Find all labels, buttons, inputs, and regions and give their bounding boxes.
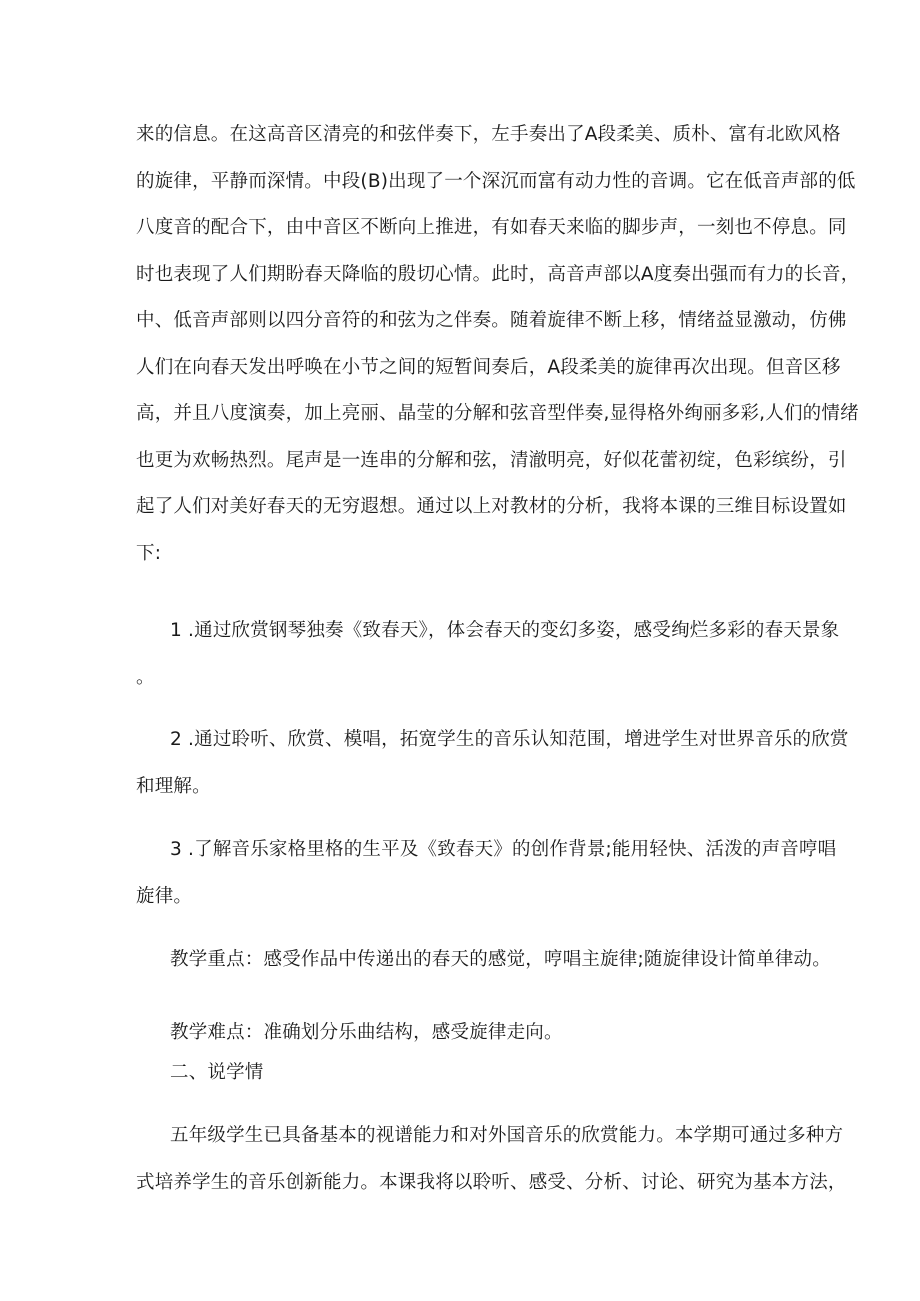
text-line: 二、说学情 bbox=[170, 1062, 264, 1083]
student-situation-paragraph bbox=[136, 1113, 847, 1206]
text-line: 也更为欢畅热烈。尾声是一连串的分解和弦，清澈明亮，好似花蕾初绽，色彩缤纷，引 bbox=[136, 449, 847, 471]
text-line: 2 .通过聆听、欣赏、模唱，拓宽学生的音乐认知范围，增进学生对世界音乐的欣赏 bbox=[170, 729, 849, 750]
text-line: 起了人们对美好春天的无穷遐想。通过以上对教材的分析，我将本课的三维目标设置如 bbox=[136, 496, 847, 517]
text-line: 式培养学生的音乐创新能力。本课我将以聆听、感受、分析、讨论、研究为基本方法， bbox=[136, 1171, 847, 1193]
text-line: 中、低音声部则以四分音符的和弦为之伴奏。随着旋律不断上移，情绪益显激动，仿佛 bbox=[136, 310, 847, 331]
goal-item-3 bbox=[136, 827, 837, 920]
text-line: 旋律。 bbox=[136, 885, 193, 907]
text-line: 下: bbox=[136, 542, 162, 564]
section-heading bbox=[136, 1050, 786, 1097]
text-line: 人们在向春天发出呼唤在小节之间的短暂间奏后，A段柔美的旋律再次出现。但音区移 bbox=[136, 356, 841, 378]
text-line: 五年级学生已具备基本的视谱能力和对外国音乐的欣赏能力。本学期可通过多种方 bbox=[170, 1125, 844, 1146]
key-point-paragraph bbox=[136, 937, 831, 984]
goal-item-2 bbox=[136, 717, 849, 810]
intro-paragraph bbox=[136, 112, 860, 577]
text-line: 1 .通过欣赏钢琴独奏《致春天》，体会春天的变幻多姿，感受绚烂多彩的春天景象 bbox=[170, 620, 840, 641]
text-line: 八度音的配合下，由中音区不断向上推进，有如春天来临的脚步声，一刻也不停息。同 bbox=[136, 217, 847, 238]
text-line: 高，并且八度演奏，加上亮丽、晶莹的分解和弦音型伴奏,显得格外绚丽多彩,人们的情绪 bbox=[136, 403, 859, 424]
text-line: 时也表现了人们期盼春天降临的殷切心情。此时，高音声部以A度奏出强而有力的长音， bbox=[136, 263, 860, 285]
text-line: 来的信息。在这高音区清亮的和弦伴奏下，左手奏出了A段柔美、质朴、富有北欧风格 bbox=[136, 124, 841, 145]
text-line: 教学重点：感受作品中传递出的春天的感觉，哼唱主旋律;随旋律设计简单律动。 bbox=[170, 949, 831, 970]
text-line: 的旋律，平静而深情。中段(B)出现了一个深沉而富有动力性的音调。它在低音声部的低 bbox=[136, 170, 856, 192]
text-line: 。 bbox=[136, 666, 155, 688]
text-line: 教学难点：准确划分乐曲结构，感受旋律走向。 bbox=[170, 1022, 563, 1043]
goal-item-1 bbox=[136, 608, 840, 701]
text-line: 3 .了解音乐家格里格的生平及《致春天》的创作背景;能用轻快、活泼的声音哼唱 bbox=[170, 839, 837, 860]
text-line: 和理解。 bbox=[136, 775, 211, 797]
